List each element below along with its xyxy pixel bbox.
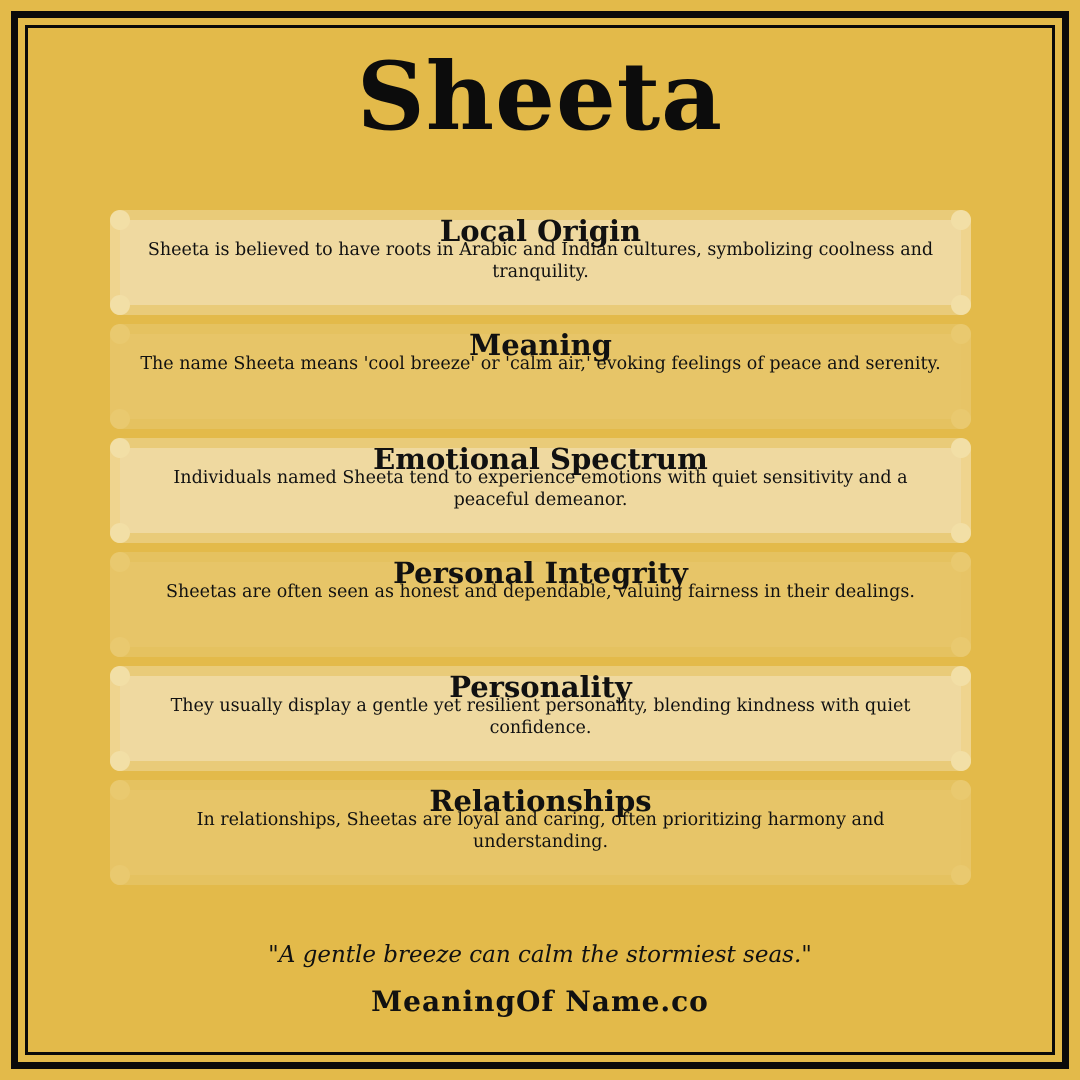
- section-text: In relationships, Sheetas are loyal and caring, often prioritizing harmony and understanding.: [196, 810, 885, 852]
- section-text: Sheeta is believed to have roots in Arabic and Indian cultures, symbolizing coolness and tranquility.: [147, 240, 934, 282]
- section-heading: Emotional Spectrum: [373, 442, 708, 476]
- section-heading: Meaning: [469, 328, 612, 362]
- section-card-personality: [110, 666, 971, 771]
- section-text: They usually display a gentle yet resilient personality, blending kindness with quiet confidence.: [170, 696, 911, 738]
- section-text: The name Sheeta means 'cool breeze' or 'calm air,' evoking feelings of peace and serenity.: [140, 354, 941, 374]
- section-text: Individuals named Sheeta tend to experience emotions with quiet sensitivity and a peaceful demeanor.: [173, 468, 908, 510]
- section-heading: Personal Integrity: [393, 556, 688, 590]
- page-title: Sheeta: [356, 42, 724, 152]
- section-card-emotional-spectrum: [110, 438, 971, 543]
- brand-wordmark: MeaningOf Name.co: [371, 985, 709, 1018]
- section-text: Sheetas are often seen as honest and dependable, valuing fairness in their dealings.: [166, 582, 915, 602]
- quote: "A gentle breeze can calm the stormiest seas.": [268, 942, 812, 968]
- section-card-relationships: [110, 780, 971, 885]
- section-heading: Personality: [449, 670, 632, 704]
- section-card-local-origin: [110, 210, 971, 315]
- section-heading: Local Origin: [439, 214, 642, 248]
- section-card-meaning: [110, 324, 971, 429]
- section-heading: Relationships: [429, 784, 652, 818]
- section-card-personal-integrity: [110, 552, 971, 657]
